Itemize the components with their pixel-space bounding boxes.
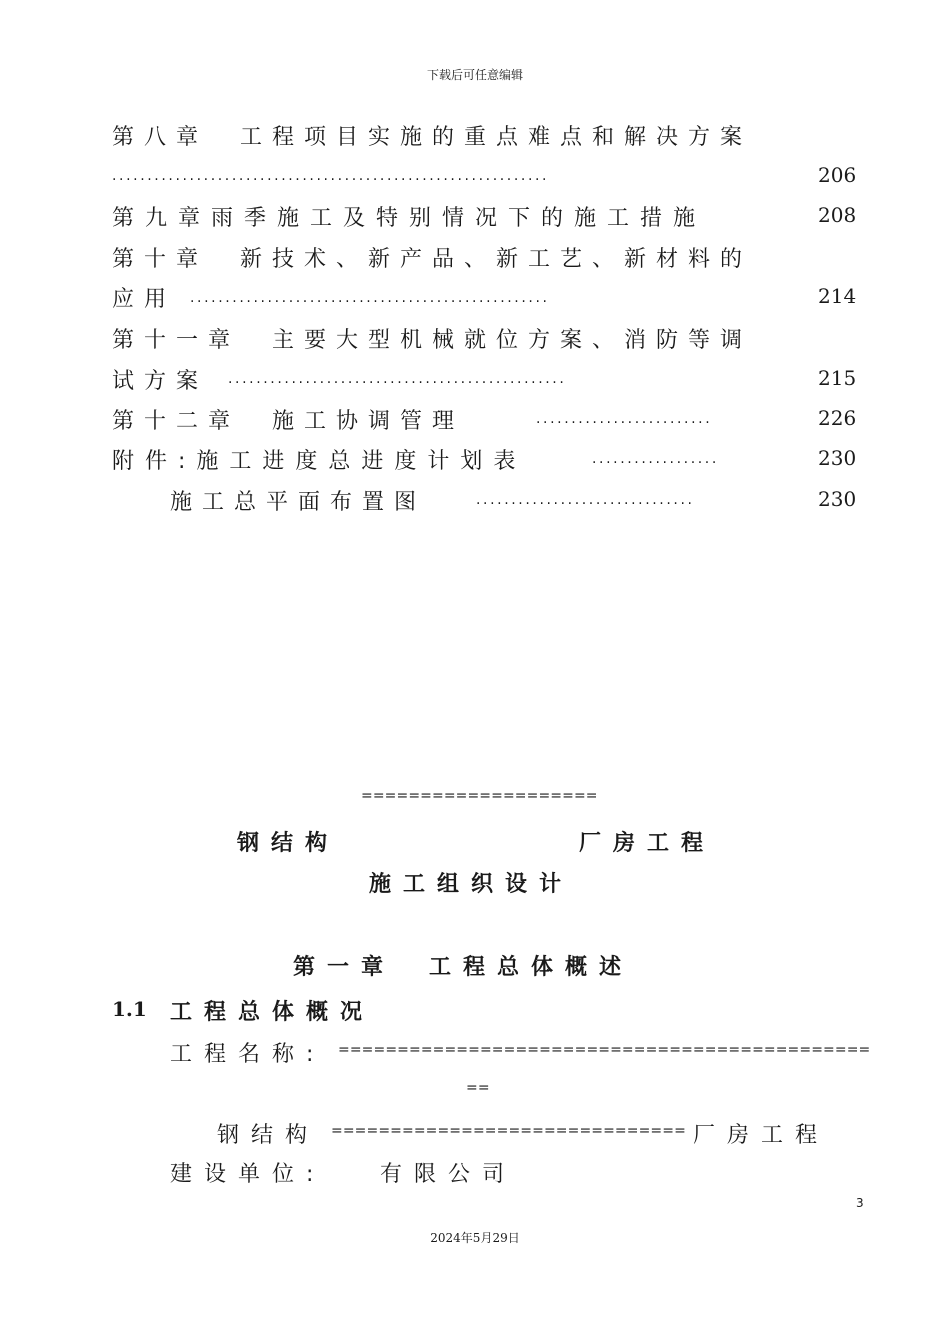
project-name-placeholder-3: ==============================	[331, 1123, 686, 1139]
doc-subtitle: 施工组织设计	[369, 872, 574, 897]
project-name-label: 工程名称:	[170, 1042, 326, 1067]
toc-chapter9-page: 208	[818, 203, 857, 227]
project-name-right: 厂房工程	[693, 1123, 830, 1148]
toc-chapter10-dots: ...................................................	[190, 290, 550, 306]
toc-chapter11-dots: ................................................	[228, 371, 567, 387]
chapter1-heading: 第一章 工程总体概述	[293, 955, 634, 980]
toc-chapter8-page: 206	[818, 163, 857, 187]
page-footer-date: 2024年5月29日	[430, 1231, 520, 1245]
toc-attachment2-page: 230	[818, 487, 857, 511]
toc-chapter10-page: 214	[818, 284, 857, 308]
toc-attachment2-dots: ...............................	[476, 492, 695, 508]
toc-chapter10-line2: 应用	[112, 287, 177, 312]
doc-title-right: 厂房工程	[579, 831, 716, 856]
toc-chapter12-dots: .........................	[536, 411, 713, 427]
toc-attachment1-dots: ..................	[592, 451, 719, 467]
toc-chapter9-title: 第九章雨季施工及特别情况下的施工措施	[112, 206, 707, 231]
project-name-placeholder-1: =============================================	[338, 1042, 871, 1058]
doc-title-left: 钢结构	[237, 831, 340, 856]
owner-value: 有限公司	[380, 1162, 517, 1187]
toc-chapter11-line2: 试方案	[112, 369, 209, 394]
section-number: 1.1	[112, 997, 147, 1021]
toc-chapter10-line1: 第十章 新技术、新产品、新工艺、新材料的	[112, 247, 753, 272]
toc-chapter12-title: 第十二章 施工协调管理	[112, 409, 465, 434]
toc-attachment1-title: 附件:施工进度总进度计划表	[112, 449, 527, 474]
toc-chapter8-title: 第八章 工程项目实施的重点难点和解决方案	[112, 125, 753, 150]
project-name-left: 钢结构	[217, 1123, 320, 1148]
page-number: 3	[856, 1196, 864, 1210]
toc-chapter12-page: 226	[818, 406, 857, 430]
section-title: 工程总体概况	[170, 1000, 375, 1025]
title-separator: ====================	[361, 788, 598, 804]
toc-chapter11-line1: 第十一章 主要大型机械就位方案、消防等调	[112, 328, 753, 353]
project-name-placeholder-2: ==	[466, 1080, 490, 1096]
toc-attachment1-page: 230	[818, 446, 857, 470]
toc-attachment2-title: 施工总平面布置图	[170, 490, 427, 515]
owner-label: 建设单位:	[170, 1162, 326, 1187]
page-header: 下载后可任意编辑	[426, 68, 523, 82]
toc-chapter8-dots: ..............................................................	[112, 168, 550, 184]
toc-chapter11-page: 215	[818, 366, 857, 390]
